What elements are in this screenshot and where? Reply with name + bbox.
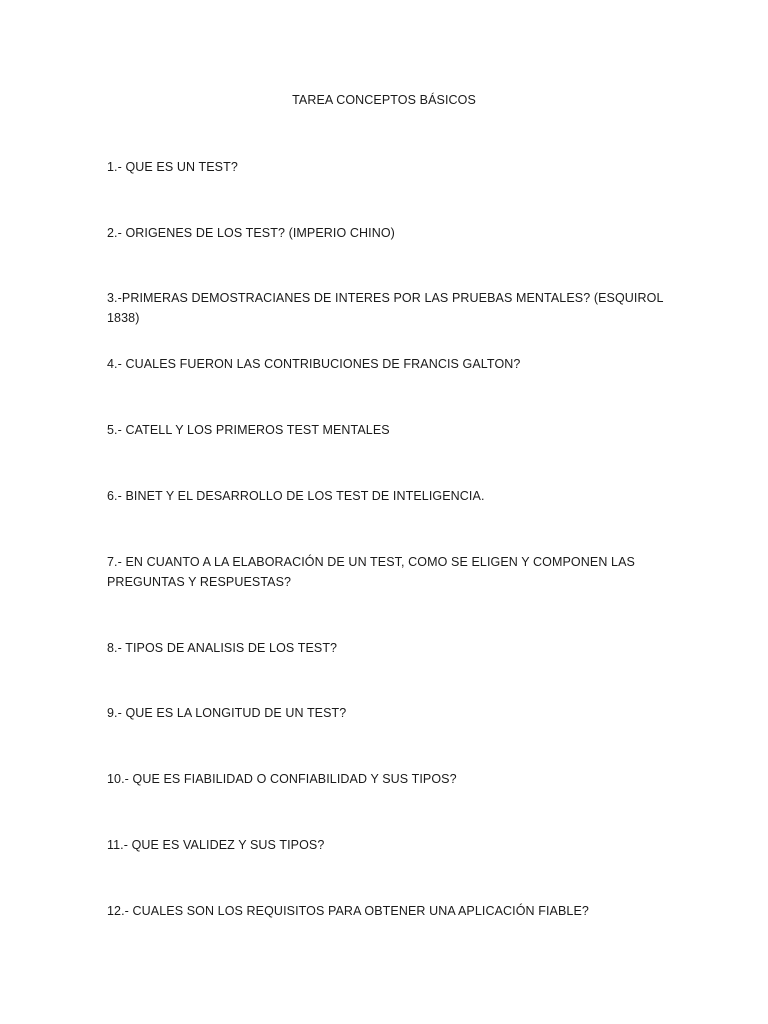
document-title: TAREA CONCEPTOS BÁSICOS (292, 93, 476, 107)
question-1: 1.- QUE ES UN TEST? (107, 160, 238, 174)
question-8: 8.- TIPOS DE ANALISIS DE LOS TEST? (107, 641, 338, 655)
question-9: 9.- QUE ES LA LONGITUD DE UN TEST? (107, 706, 347, 720)
question-2: 2.- ORIGENES DE LOS TEST? (IMPERIO CHINO) (107, 226, 395, 240)
question-3: 3.-PRIMERAS DEMOSTRACIANES DE INTERES POR LAS PRUEBAS MENTALES? (ESQUIROL 1838) (107, 291, 664, 325)
question-6: 6.- BINET Y EL DESARROLLO DE LOS TEST DE INTELIGENCIA. (107, 489, 485, 503)
question-7: 7.- EN CUANTO A LA ELABORACIÓN DE UN TEST, COMO SE ELIGEN Y COMPONEN LAS PREGUNTAS Y RESPUESTAS? (107, 555, 635, 589)
question-11: 11.- QUE ES VALIDEZ Y SUS TIPOS? (107, 838, 325, 852)
question-10: 10.- QUE ES FIABILIDAD O CONFIABILIDAD Y SUS TIPOS? (107, 772, 457, 786)
question-12: 12.- CUALES SON LOS REQUISITOS PARA OBTENER UNA APLICACIÓN FIABLE? (107, 904, 589, 918)
question-5: 5.- CATELL Y LOS PRIMEROS TEST MENTALES (107, 423, 390, 437)
question-4: 4.- CUALES FUERON LAS CONTRIBUCIONES DE FRANCIS GALTON? (107, 357, 521, 371)
